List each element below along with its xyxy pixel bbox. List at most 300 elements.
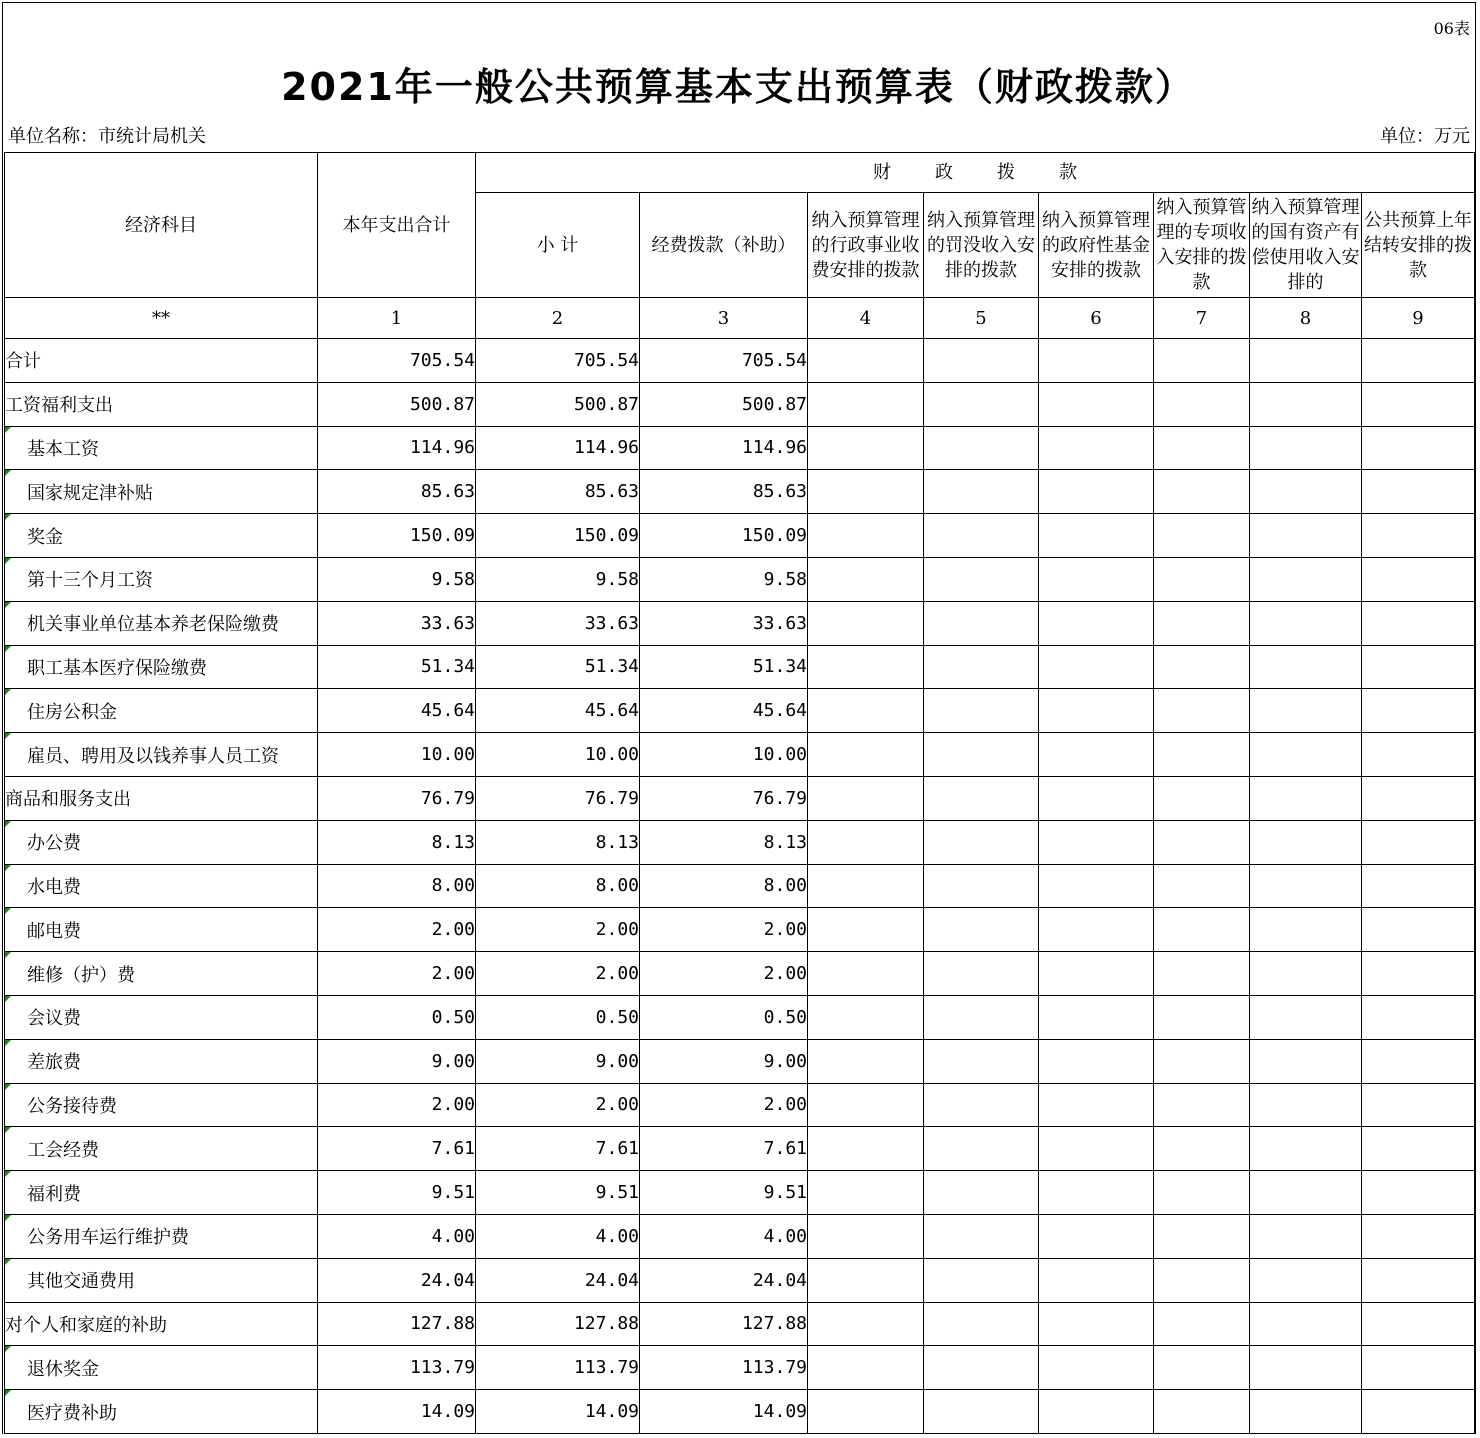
row-empty-cell (924, 864, 1039, 908)
table-row (5, 908, 1475, 952)
row-value-v3: 10.00 (640, 733, 808, 777)
row-empty-cell (1362, 908, 1475, 952)
row-empty-cell (808, 820, 924, 864)
row-empty-cell (1250, 864, 1362, 908)
row-empty-cell (1154, 689, 1250, 733)
row-value-v3: 76.79 (640, 776, 808, 820)
header-total: 本年支出合计 (318, 153, 476, 298)
row-empty-cell (1039, 470, 1154, 514)
row-value-v2: 33.63 (476, 601, 640, 645)
row-empty-cell (1039, 1390, 1154, 1434)
table-row (5, 1039, 1475, 1083)
row-empty-cell (1362, 1039, 1475, 1083)
row-empty-cell (1362, 514, 1475, 558)
row-value-v1: 114.96 (318, 426, 476, 470)
row-subject: 对个人和家庭的补助 (5, 1302, 318, 1346)
table-row (5, 1390, 1475, 1434)
row-value-v3: 2.00 (640, 952, 808, 996)
row-value-v1: 127.88 (318, 1302, 476, 1346)
row-empty-cell (1154, 1346, 1250, 1390)
row-subject: 奖金 (5, 514, 318, 558)
index-cell: 9 (1362, 298, 1475, 339)
row-value-v3: 113.79 (640, 1346, 808, 1390)
budget-table (4, 152, 1475, 1434)
row-subject: 雇员、聘用及以钱养事人员工资 (5, 733, 318, 777)
row-empty-cell (924, 1039, 1039, 1083)
table-row (5, 426, 1475, 470)
row-empty-cell (808, 514, 924, 558)
row-empty-cell (1154, 1039, 1250, 1083)
row-value-v2: 2.00 (476, 1083, 640, 1127)
table-row (5, 1127, 1475, 1171)
row-value-v2: 0.50 (476, 995, 640, 1039)
row-empty-cell (924, 1171, 1039, 1215)
row-value-v2: 51.34 (476, 645, 640, 689)
row-empty-cell (1154, 645, 1250, 689)
row-empty-cell (1362, 470, 1475, 514)
table-row (5, 864, 1475, 908)
row-empty-cell (808, 339, 924, 383)
row-empty-cell (808, 382, 924, 426)
row-empty-cell (1154, 1127, 1250, 1171)
table-row (5, 382, 1475, 426)
table-row (5, 1258, 1475, 1302)
row-empty-cell (1250, 1302, 1362, 1346)
table-row (5, 1083, 1475, 1127)
table-row (5, 995, 1475, 1039)
table-row (5, 557, 1475, 601)
row-empty-cell (1362, 1302, 1475, 1346)
index-cell: 5 (924, 298, 1039, 339)
row-empty-cell (1154, 470, 1250, 514)
row-subject: 商品和服务支出 (5, 776, 318, 820)
row-value-v3: 4.00 (640, 1214, 808, 1258)
row-value-v2: 14.09 (476, 1390, 640, 1434)
row-value-v2: 113.79 (476, 1346, 640, 1390)
row-empty-cell (924, 1127, 1039, 1171)
row-value-v3: 9.51 (640, 1171, 808, 1215)
table-row (5, 689, 1475, 733)
row-empty-cell (924, 601, 1039, 645)
header-col9: 公共预算上年结转安排的拨款 (1362, 193, 1475, 298)
row-value-v1: 4.00 (318, 1214, 476, 1258)
row-empty-cell (1362, 1127, 1475, 1171)
row-empty-cell (1362, 776, 1475, 820)
row-empty-cell (1039, 1258, 1154, 1302)
row-subject: 工会经费 (5, 1127, 318, 1171)
row-empty-cell (924, 995, 1039, 1039)
row-subject: 水电费 (5, 864, 318, 908)
row-empty-cell (1154, 1302, 1250, 1346)
row-value-v1: 33.63 (318, 601, 476, 645)
row-empty-cell (1154, 1214, 1250, 1258)
header-col5: 纳入预算管理的罚没收入安排的拨款 (924, 193, 1039, 298)
row-empty-cell (924, 426, 1039, 470)
row-value-v1: 76.79 (318, 776, 476, 820)
row-empty-cell (924, 557, 1039, 601)
row-subject: 差旅费 (5, 1039, 318, 1083)
row-value-v1: 9.51 (318, 1171, 476, 1215)
row-value-v3: 9.58 (640, 557, 808, 601)
row-empty-cell (1362, 601, 1475, 645)
row-empty-cell (1362, 645, 1475, 689)
row-empty-cell (1039, 995, 1154, 1039)
row-empty-cell (924, 820, 1039, 864)
row-subject: 职工基本医疗保险缴费 (5, 645, 318, 689)
row-empty-cell (808, 952, 924, 996)
row-empty-cell (1154, 1390, 1250, 1434)
row-subject: 公务用车运行维护费 (5, 1214, 318, 1258)
row-value-v1: 10.00 (318, 733, 476, 777)
row-empty-cell (1362, 1083, 1475, 1127)
index-cell: 7 (1154, 298, 1250, 339)
row-value-v1: 500.87 (318, 382, 476, 426)
row-empty-cell (1362, 1258, 1475, 1302)
row-empty-cell (1250, 820, 1362, 864)
row-value-v2: 127.88 (476, 1302, 640, 1346)
row-empty-cell (1039, 1083, 1154, 1127)
row-value-v2: 85.63 (476, 470, 640, 514)
row-empty-cell (1250, 1258, 1362, 1302)
row-empty-cell (1250, 733, 1362, 777)
row-empty-cell (808, 1127, 924, 1171)
row-empty-cell (808, 733, 924, 777)
row-value-v2: 24.04 (476, 1258, 640, 1302)
row-empty-cell (1154, 514, 1250, 558)
row-value-v2: 114.96 (476, 426, 640, 470)
row-value-v1: 113.79 (318, 1346, 476, 1390)
row-empty-cell (1250, 470, 1362, 514)
table-row (5, 733, 1475, 777)
row-value-v3: 150.09 (640, 514, 808, 558)
row-empty-cell (1039, 864, 1154, 908)
row-empty-cell (924, 1346, 1039, 1390)
row-value-v2: 9.51 (476, 1171, 640, 1215)
row-value-v1: 14.09 (318, 1390, 476, 1434)
row-value-v2: 705.54 (476, 339, 640, 383)
row-value-v2: 8.00 (476, 864, 640, 908)
row-empty-cell (1362, 864, 1475, 908)
row-value-v2: 10.00 (476, 733, 640, 777)
header-subtotal: 小 计 (476, 193, 640, 298)
row-empty-cell (808, 689, 924, 733)
row-empty-cell (924, 689, 1039, 733)
row-empty-cell (808, 908, 924, 952)
header-col8: 纳入预算管理的国有资产有偿使用收入安排的 (1250, 193, 1362, 298)
row-empty-cell (924, 733, 1039, 777)
row-empty-cell (924, 1214, 1039, 1258)
row-empty-cell (1154, 426, 1250, 470)
row-value-v2: 9.00 (476, 1039, 640, 1083)
row-empty-cell (1039, 601, 1154, 645)
unit-label: 单位：万元 (1380, 126, 1470, 147)
row-empty-cell (1362, 557, 1475, 601)
table-row (5, 645, 1475, 689)
row-value-v3: 7.61 (640, 1127, 808, 1171)
row-empty-cell (808, 995, 924, 1039)
row-empty-cell (1250, 689, 1362, 733)
row-empty-cell (808, 1302, 924, 1346)
header-col4: 纳入预算管理的行政事业收费安排的拨款 (808, 193, 924, 298)
row-empty-cell (808, 645, 924, 689)
row-value-v1: 24.04 (318, 1258, 476, 1302)
row-empty-cell (1154, 952, 1250, 996)
row-empty-cell (1250, 1127, 1362, 1171)
row-empty-cell (808, 1214, 924, 1258)
row-value-v3: 8.13 (640, 820, 808, 864)
row-value-v1: 85.63 (318, 470, 476, 514)
row-empty-cell (808, 557, 924, 601)
row-empty-cell (1362, 952, 1475, 996)
row-value-v1: 2.00 (318, 1083, 476, 1127)
row-value-v1: 8.00 (318, 864, 476, 908)
page-title: 2021年一般公共预算基本支出预算表（财政拨款） (281, 65, 1195, 109)
row-empty-cell (1250, 339, 1362, 383)
row-value-v3: 127.88 (640, 1302, 808, 1346)
row-empty-cell (1039, 382, 1154, 426)
table-row (5, 776, 1475, 820)
row-empty-cell (924, 382, 1039, 426)
row-empty-cell (1154, 733, 1250, 777)
index-cell: 1 (318, 298, 476, 339)
row-value-v2: 500.87 (476, 382, 640, 426)
row-empty-cell (924, 908, 1039, 952)
row-subject: 基本工资 (5, 426, 318, 470)
row-empty-cell (924, 645, 1039, 689)
row-value-v3: 14.09 (640, 1390, 808, 1434)
row-empty-cell (924, 776, 1039, 820)
row-subject: 会议费 (5, 995, 318, 1039)
row-value-v3: 2.00 (640, 1083, 808, 1127)
row-empty-cell (808, 1171, 924, 1215)
row-subject: 邮电费 (5, 908, 318, 952)
row-empty-cell (808, 470, 924, 514)
row-empty-cell (1039, 1171, 1154, 1215)
row-value-v3: 85.63 (640, 470, 808, 514)
row-value-v2: 9.58 (476, 557, 640, 601)
row-empty-cell (1039, 820, 1154, 864)
header-jingfei: 经费拨款（补助） (640, 193, 808, 298)
row-empty-cell (1250, 1346, 1362, 1390)
row-value-v3: 0.50 (640, 995, 808, 1039)
row-value-v3: 2.00 (640, 908, 808, 952)
row-empty-cell (924, 1083, 1039, 1127)
row-empty-cell (1154, 557, 1250, 601)
row-value-v3: 705.54 (640, 339, 808, 383)
row-empty-cell (1362, 339, 1475, 383)
row-empty-cell (1250, 1214, 1362, 1258)
row-value-v1: 51.34 (318, 645, 476, 689)
row-empty-cell (1250, 426, 1362, 470)
table-number: 06表 (1433, 19, 1470, 38)
row-empty-cell (1039, 645, 1154, 689)
row-empty-cell (1362, 1390, 1475, 1434)
index-cell: 3 (640, 298, 808, 339)
row-empty-cell (924, 1302, 1039, 1346)
row-empty-cell (1250, 1171, 1362, 1215)
row-empty-cell (1039, 339, 1154, 383)
row-value-v2: 8.13 (476, 820, 640, 864)
row-subject: 公务接待费 (5, 1083, 318, 1127)
index-cell: 2 (476, 298, 640, 339)
row-empty-cell (1250, 952, 1362, 996)
index-cell: 4 (808, 298, 924, 339)
table-row (5, 820, 1475, 864)
row-subject: 合计 (5, 339, 318, 383)
row-subject: 其他交通费用 (5, 1258, 318, 1302)
table-row (5, 1214, 1475, 1258)
row-empty-cell (1250, 1390, 1362, 1434)
row-empty-cell (1039, 557, 1154, 601)
index-cell: ** (5, 298, 318, 339)
table-row (5, 1171, 1475, 1215)
row-empty-cell (1154, 339, 1250, 383)
index-cell: 8 (1250, 298, 1362, 339)
row-empty-cell (808, 1083, 924, 1127)
row-empty-cell (808, 776, 924, 820)
row-value-v1: 0.50 (318, 995, 476, 1039)
row-empty-cell (924, 470, 1039, 514)
row-empty-cell (808, 864, 924, 908)
row-value-v2: 2.00 (476, 908, 640, 952)
row-value-v1: 2.00 (318, 952, 476, 996)
row-empty-cell (808, 1258, 924, 1302)
row-value-v3: 33.63 (640, 601, 808, 645)
row-empty-cell (1154, 1258, 1250, 1302)
row-subject: 工资福利支出 (5, 382, 318, 426)
row-empty-cell (1250, 557, 1362, 601)
row-empty-cell (1362, 820, 1475, 864)
row-subject: 医疗费补助 (5, 1390, 318, 1434)
table-row (5, 1346, 1475, 1390)
row-empty-cell (1039, 1302, 1154, 1346)
header-col7: 纳入预算管理的专项收入安排的拨款 (1154, 193, 1250, 298)
row-value-v2: 150.09 (476, 514, 640, 558)
row-subject: 第十三个月工资 (5, 557, 318, 601)
row-empty-cell (1039, 952, 1154, 996)
row-empty-cell (1039, 514, 1154, 558)
row-value-v3: 114.96 (640, 426, 808, 470)
row-empty-cell (1039, 689, 1154, 733)
row-empty-cell (1250, 1083, 1362, 1127)
row-empty-cell (924, 1390, 1039, 1434)
unit-name-label: 单位名称：市统计局机关 (8, 126, 206, 147)
row-value-v3: 9.00 (640, 1039, 808, 1083)
row-empty-cell (1362, 733, 1475, 777)
index-cell: 6 (1039, 298, 1154, 339)
row-subject: 退休奖金 (5, 1346, 318, 1390)
row-empty-cell (1362, 426, 1475, 470)
index-row (5, 298, 1475, 339)
table-row (5, 952, 1475, 996)
row-empty-cell (1039, 1214, 1154, 1258)
table-row (5, 1302, 1475, 1346)
row-empty-cell (1362, 382, 1475, 426)
row-value-v1: 2.00 (318, 908, 476, 952)
row-empty-cell (1250, 776, 1362, 820)
row-empty-cell (808, 1346, 924, 1390)
row-value-v2: 45.64 (476, 689, 640, 733)
row-value-v3: 8.00 (640, 864, 808, 908)
table-row (5, 601, 1475, 645)
header-caizheng: 财政拨款 (476, 153, 1475, 193)
row-value-v1: 705.54 (318, 339, 476, 383)
row-empty-cell (1250, 995, 1362, 1039)
row-empty-cell (1250, 382, 1362, 426)
row-subject: 福利费 (5, 1171, 318, 1215)
row-empty-cell (1154, 776, 1250, 820)
row-subject: 住房公积金 (5, 689, 318, 733)
row-subject: 国家规定津补贴 (5, 470, 318, 514)
row-empty-cell (1154, 601, 1250, 645)
row-empty-cell (1250, 908, 1362, 952)
row-empty-cell (1250, 1039, 1362, 1083)
row-empty-cell (1039, 776, 1154, 820)
row-empty-cell (1362, 689, 1475, 733)
table-row (5, 339, 1475, 383)
row-empty-cell (1154, 1171, 1250, 1215)
row-empty-cell (1039, 1346, 1154, 1390)
header-subject: 经济科目 (5, 153, 318, 298)
row-empty-cell (1250, 645, 1362, 689)
row-empty-cell (1362, 1214, 1475, 1258)
row-empty-cell (1039, 426, 1154, 470)
row-empty-cell (1250, 514, 1362, 558)
row-empty-cell (1154, 864, 1250, 908)
row-empty-cell (1039, 1127, 1154, 1171)
row-empty-cell (808, 1039, 924, 1083)
row-empty-cell (924, 339, 1039, 383)
row-empty-cell (924, 952, 1039, 996)
row-empty-cell (1250, 601, 1362, 645)
row-subject: 机关事业单位基本养老保险缴费 (5, 601, 318, 645)
row-empty-cell (1154, 1083, 1250, 1127)
row-value-v2: 7.61 (476, 1127, 640, 1171)
row-empty-cell (1039, 733, 1154, 777)
row-value-v3: 51.34 (640, 645, 808, 689)
row-empty-cell (1362, 1346, 1475, 1390)
row-empty-cell (1039, 1039, 1154, 1083)
row-subject: 维修（护）费 (5, 952, 318, 996)
row-value-v1: 9.58 (318, 557, 476, 601)
row-empty-cell (1039, 908, 1154, 952)
row-empty-cell (1154, 382, 1250, 426)
header-col6: 纳入预算管理的政府性基金安排的拨款 (1039, 193, 1154, 298)
table-row (5, 514, 1475, 558)
row-empty-cell (1154, 820, 1250, 864)
row-value-v1: 9.00 (318, 1039, 476, 1083)
row-value-v2: 4.00 (476, 1214, 640, 1258)
row-empty-cell (808, 601, 924, 645)
row-value-v2: 76.79 (476, 776, 640, 820)
row-empty-cell (924, 1258, 1039, 1302)
row-value-v3: 500.87 (640, 382, 808, 426)
row-empty-cell (1362, 1171, 1475, 1215)
row-value-v3: 24.04 (640, 1258, 808, 1302)
row-value-v1: 150.09 (318, 514, 476, 558)
row-empty-cell (924, 514, 1039, 558)
row-value-v3: 45.64 (640, 689, 808, 733)
row-value-v2: 2.00 (476, 952, 640, 996)
row-empty-cell (1362, 995, 1475, 1039)
row-subject: 办公费 (5, 820, 318, 864)
row-value-v1: 7.61 (318, 1127, 476, 1171)
row-empty-cell (1154, 908, 1250, 952)
row-empty-cell (808, 1390, 924, 1434)
row-empty-cell (1154, 995, 1250, 1039)
row-empty-cell (808, 426, 924, 470)
row-value-v1: 45.64 (318, 689, 476, 733)
